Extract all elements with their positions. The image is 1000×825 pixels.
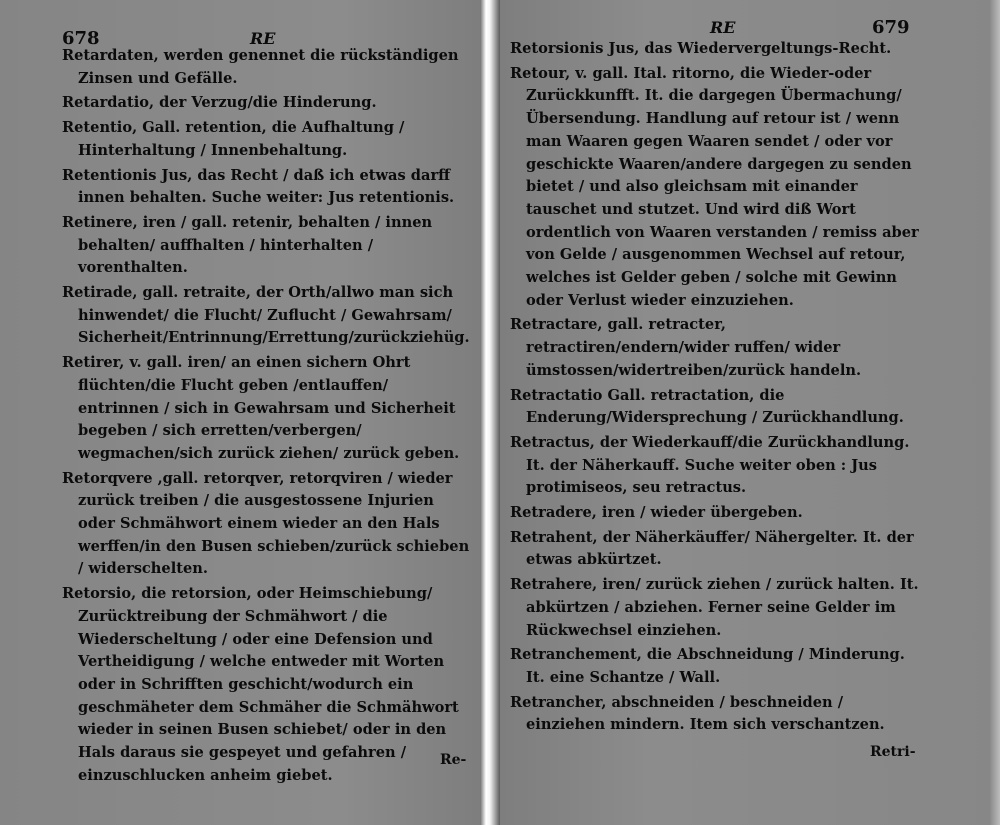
dictionary-entry: Retentio, Gall. retention, die Aufhaltung / Hinterhaltung / Innenbehaltung.	[62, 119, 405, 159]
dictionary-entry: Retractare, gall. retracter, retractiren/endern/wider ruffen/ wider ümstossen/widertreiben/zurück handeln.	[510, 316, 862, 379]
dictionary-entry: Retardatio, der Verzug/die Hinderung.	[62, 94, 377, 112]
dictionary-entry: Retardaten, werden genennet die rückständigen Zinsen und Gefälle.	[62, 47, 459, 87]
dictionary-entry: Retour, v. gall. Ital. ritorno, die Wieder-oder Zurückkunfft. It. die dargegen Übermachung/ Übersendung. Handlung auf retour ist / wenn man Waaren gegen Waaren sendet / oder vor geschickte Waaren/andere dargegen zu senden bietet / und also gleichsam mit einander tauschet und stutzet. Und wird diß Wort ordentlich von Waaren verstanden / remiss aber von Gelde / ausgenommen Wechsel auf retour, welches ist Gelder geben / solche mit Gewinn oder Verlust wieder einzuziehen.	[510, 64, 919, 309]
left-page-text	[62, 45, 472, 790]
dictionary-entry: Retractatio Gall. retractation, die Enderung/Widersprechung / Zurückhandlung.	[510, 386, 904, 427]
dictionary-entry: Retrahere, iren/ zurück ziehen / zurück halten. It. abkürtzen / abziehen. Ferner seine Gelder im Rückwechsel einziehen.	[510, 576, 919, 639]
dictionary-entry: Retorsionis Jus, das Wiedervergeltungs-Recht.	[510, 40, 892, 57]
left-page	[0, 0, 488, 825]
left-running-head: RE	[250, 29, 276, 48]
right-page-number: 679	[872, 17, 910, 38]
dictionary-entry: Retirade, gall. retraite, der Orth/allwo man sich hinwendet/ die Flucht/ Zuflucht / Gewahrsam/ Sicherheit/Entrinnung/Errettung/zurückziehüg.	[62, 284, 470, 347]
dictionary-entry: Retractus, der Wiederkauff/die Zurückhandlung. It. der Näherkauff. Suche weiter oben : Jus protimiseos, seu retractus.	[510, 433, 910, 497]
dictionary-entry: Retorqvere ,gall. retorqver, retorqviren / wieder zurück treiben / die ausgestossene Injurien oder Schmähwort einem wieder an den Hals werffen/in den Busen schieben/zurück schieben / widerschelten.	[62, 469, 470, 578]
left-page-number: 678	[62, 28, 100, 49]
dictionary-entry: Retorsio, die retorsion, oder Heimschiebung/ Zurücktreibung der Schmähwort / die Wiederscheltung / oder eine Defension und Vertheidigung / welche entweder mit Worten oder in Schrifften geschicht/wodurch ein geschmäheter dem Schmäher die Schmähwort wieder in seinen Busen schiebet/ oder in den Hals daraus sie gespeyet und gefahren / einzuschlucken anheim giebet.	[62, 585, 459, 784]
dictionary-entry: Retranchement, die Abschneidung / Minderung. It. eine Schantze / Wall.	[510, 646, 905, 686]
right-catchword: Retri-	[870, 744, 916, 760]
right-page-text	[510, 38, 922, 739]
dictionary-entry: Retirer, v. gall. iren/ an einen sichern Ohrt flüchten/die Flucht geben /entlauffen/ entrinnen / sich in Gewahrsam und Sicherheit begeben / sich erretten/verbergen/ wegmachen/sich zurück ziehen/ zurück geben.	[62, 354, 460, 462]
dictionary-entry: Retradere, iren / wieder übergeben.	[510, 504, 803, 522]
page-edge	[990, 0, 1000, 825]
dictionary-entry: Retrancher, abschneiden / beschneiden / einziehen mindern. Item sich verschantzen.	[510, 693, 885, 734]
dictionary-entry: Retinere, iren / gall. retenir, behalten / innen behalten/ auffhalten / hinterhalten / vorenthalten.	[62, 213, 433, 277]
left-catchword: Re-	[440, 752, 467, 768]
right-page	[500, 0, 1000, 825]
dictionary-entry: Retrahent, der Näherkäuffer/ Nähergelter. It. der etwas abkürtzet.	[510, 528, 914, 569]
right-running-head: RE	[710, 18, 736, 37]
book-gutter	[480, 0, 500, 825]
dictionary-entry: Retentionis Jus, das Recht / daß ich etwas darff innen behalten. Suche weiter: Jus retentionis.	[62, 166, 455, 207]
